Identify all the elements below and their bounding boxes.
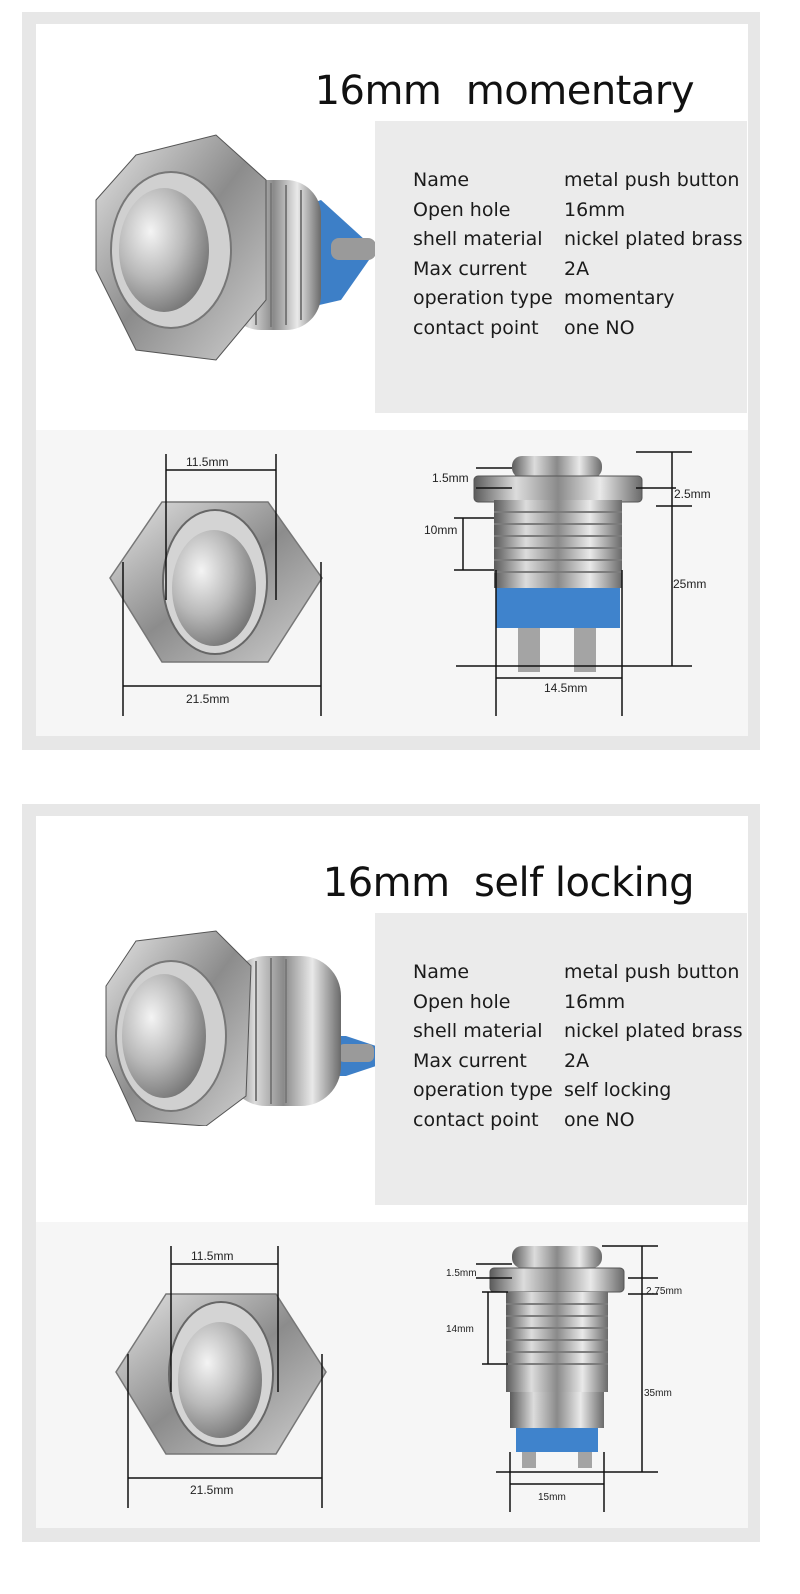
side-view-drawing <box>36 430 748 736</box>
spec-value: 16mm <box>564 991 626 1013</box>
dim-thread-label: 10mm <box>424 523 458 537</box>
spec-label: shell material <box>413 228 543 250</box>
product-header-panel <box>36 816 748 1222</box>
dim-nut-label: 2.75mm <box>646 1286 683 1297</box>
spec-value: 2A <box>564 1050 590 1072</box>
spec-label: Max current <box>413 1050 527 1072</box>
product-title: 16mm self locking <box>322 860 694 906</box>
spec-value: one NO <box>564 1109 635 1131</box>
spec-value: nickel plated brass <box>564 1020 743 1042</box>
spec-table <box>375 913 747 1205</box>
spec-value: one NO <box>564 317 635 339</box>
dim-outer-label: 21.5mm <box>186 692 230 706</box>
dim-inner-label: 11.5mm <box>191 1249 234 1263</box>
spec-label: Name <box>413 169 470 191</box>
spec-label: operation type <box>413 1079 553 1101</box>
dim-cap-label: 1.5mm <box>446 1268 477 1279</box>
dim-inner-label: 11.5mm <box>186 455 229 469</box>
spec-value: 16mm <box>564 199 626 221</box>
dimension-drawings <box>36 1222 748 1528</box>
spec-value: nickel plated brass <box>564 228 743 250</box>
dimension-drawings <box>36 430 748 736</box>
dim-width-label: 15mm <box>538 1492 566 1503</box>
push-button-photo <box>76 120 376 380</box>
product-header-panel <box>36 24 748 430</box>
product-card-momentary <box>22 12 760 750</box>
dim-total-label: 35mm <box>644 1388 672 1399</box>
dim-width-label: 14.5mm <box>544 681 588 695</box>
spec-label: contact point <box>413 1109 539 1131</box>
push-button-photo <box>76 926 376 1126</box>
dim-cap-label: 1.5mm <box>432 471 469 485</box>
spec-label: operation type <box>413 287 553 309</box>
spec-label: Name <box>413 961 470 983</box>
spec-label: Open hole <box>413 199 511 221</box>
spec-value: metal push button <box>564 961 740 983</box>
product-card-self-locking <box>22 804 760 1542</box>
side-view-drawing <box>36 1222 748 1528</box>
dim-nut-label: 2.5mm <box>674 487 711 501</box>
spec-label: Open hole <box>413 991 511 1013</box>
dim-thread-label: 14mm <box>446 1324 474 1335</box>
dim-total-label: 25mm <box>673 577 707 591</box>
dim-outer-label: 21.5mm <box>190 1483 234 1497</box>
spec-value: metal push button <box>564 169 740 191</box>
spec-label: Max current <box>413 258 527 280</box>
spec-label: contact point <box>413 317 539 339</box>
spec-value: 2A <box>564 258 590 280</box>
spec-value: momentary <box>564 287 675 309</box>
spec-label: shell material <box>413 1020 543 1042</box>
spec-value: self locking <box>564 1079 672 1101</box>
product-title: 16mm momentary <box>314 68 694 114</box>
spec-table <box>375 121 747 413</box>
